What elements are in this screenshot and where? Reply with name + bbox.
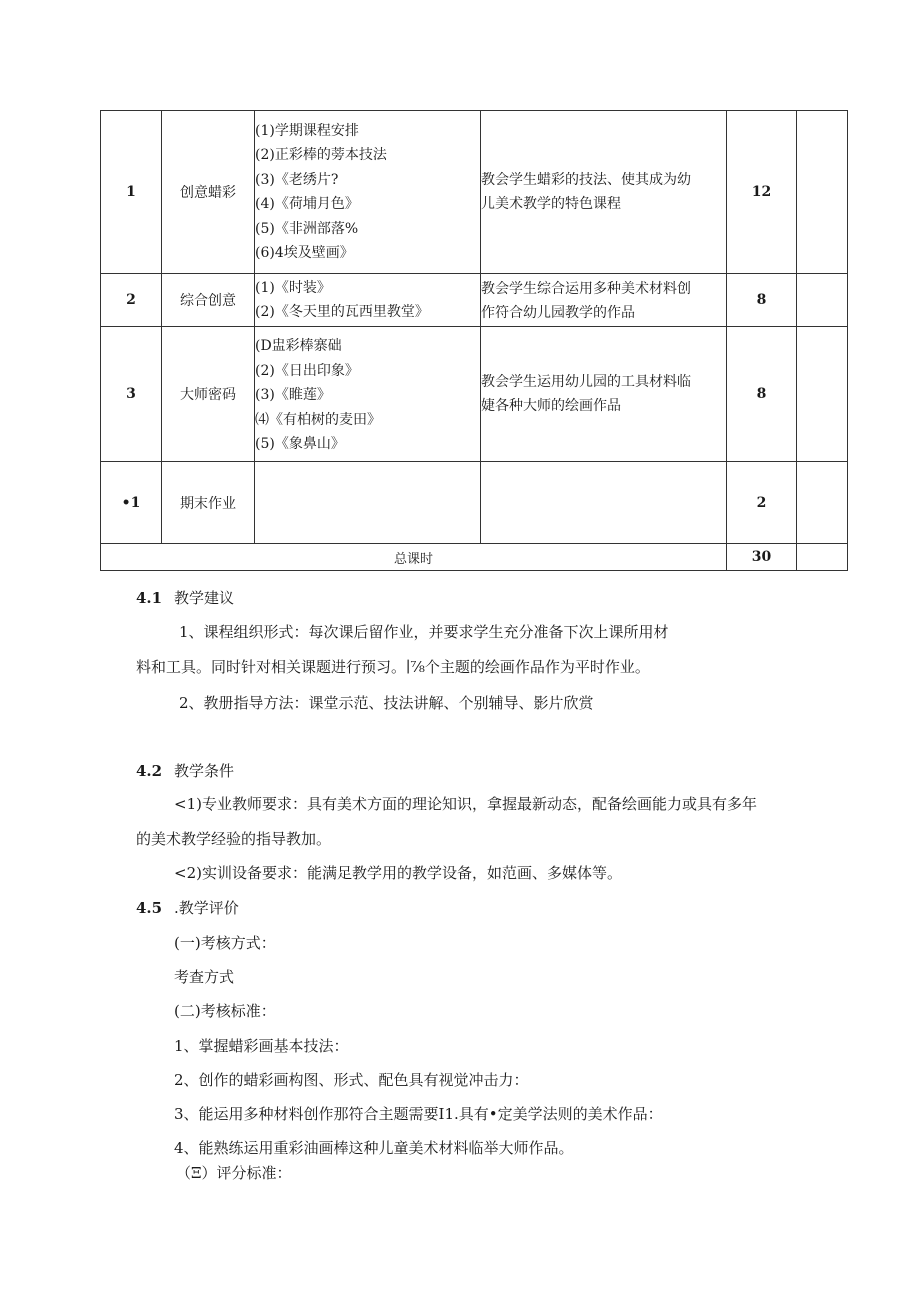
teaching-goal <box>481 274 727 327</box>
paragraph: <2)实训设备要求：能满足教学用的教学设备，如范画、多媒体等。 <box>174 864 622 882</box>
lesson-item: (5)《非洲部落% <box>255 220 359 237</box>
paragraph: 的美术教学经验的指导教加。 <box>136 830 332 848</box>
row-number: 2 <box>101 274 162 327</box>
paragraph: <1)专业教师要求：具有美术方面的理论知识，拿握最新动态，配备绘画能力或具有多年 <box>174 795 757 813</box>
table-total-row <box>101 544 848 571</box>
paragraph: 料和工具。同时针对相关课题进行预习。∣⅞个主题的绘画作品作为平时作业。 <box>136 658 650 676</box>
lesson-list <box>255 111 481 274</box>
module-name: 大师密码 <box>162 327 255 462</box>
goal-line: 儿美术教学的特色课程 <box>481 196 621 212</box>
table-row <box>101 462 848 544</box>
subheading: （Ξ）评分标准： <box>176 1164 292 1182</box>
lesson-list <box>255 462 481 544</box>
empty-cell <box>797 327 848 462</box>
paragraph: 1、课程组织形式：每次课后留作业，并要求学生充分准备下次上课所用材 <box>179 623 669 641</box>
empty-cell <box>797 544 848 571</box>
goal-line: 教会学生运用幼儿园的工具材料临 <box>481 374 691 390</box>
lesson-item: ⑷《有柏树的麦田》 <box>255 411 381 428</box>
lesson-item: (2)《冬天里的瓦西里教堂》 <box>255 304 429 320</box>
empty-cell <box>797 462 848 544</box>
empty-cell <box>797 111 848 274</box>
subheading: (一)考核方式： <box>174 934 276 952</box>
lesson-item: (3)《睢莲》 <box>255 387 331 404</box>
lesson-item: (1)学期课程安排 <box>255 122 359 139</box>
goal-line: 教会学生蜡彩的技法、使其成为幼 <box>481 172 691 188</box>
goal-line: 婕各种大师的绘画作品 <box>481 398 621 414</box>
goal-line: 作符合幼儿园教学的作品 <box>481 304 635 321</box>
goal-line: 教会学生综合运用多种美术材料创 <box>481 280 691 297</box>
lesson-item: (5)《象鼻山》 <box>255 436 345 453</box>
subheading: (二)考核标准： <box>174 1002 276 1020</box>
lesson-item: (D盅彩棒寨础 <box>255 338 342 355</box>
row-number: 1 <box>101 111 162 274</box>
list-item: 2、创作的蜡彩画构图、形式、配色具有视觉冲击力： <box>174 1071 529 1089</box>
class-hours: 2 <box>727 462 797 544</box>
table-row <box>101 327 848 462</box>
teaching-goal <box>481 327 727 462</box>
section-heading-4-5 <box>136 897 239 918</box>
module-name: 综合创意 <box>162 274 255 327</box>
list-item: 4、能熟练运用重彩油画棒这种儿童美术材料临举大师作品。 <box>174 1139 574 1157</box>
section-title: 教学条件 <box>174 762 235 780</box>
section-number: 4.1 <box>136 589 163 607</box>
section-heading-4-1 <box>136 587 234 608</box>
total-hours-value: 30 <box>727 544 797 571</box>
section-heading-4-2 <box>136 760 234 781</box>
list-item: 1、掌握蜡彩画基本技法： <box>174 1037 349 1055</box>
lesson-item: (3)《老绣片? <box>255 171 339 188</box>
total-hours-label: 总课时 <box>101 544 727 571</box>
lesson-item: (4)《荷埔月色》 <box>255 196 359 212</box>
lesson-item: (6)4埃及壁画》 <box>255 245 354 261</box>
section-title: .教学评价 <box>174 899 239 917</box>
lesson-list <box>255 327 481 462</box>
table-row <box>101 111 848 274</box>
empty-cell <box>797 274 848 327</box>
table-row <box>101 274 848 327</box>
row-number: 3 <box>101 327 162 462</box>
course-schedule-table <box>100 110 848 571</box>
row-number: •1 <box>101 462 162 544</box>
lesson-item: (2)正彩棒的蒡本技法 <box>255 147 387 163</box>
paragraph: 考查方式 <box>174 968 235 986</box>
module-name: 创意蜡彩 <box>162 111 255 274</box>
teaching-goal <box>481 111 727 274</box>
paragraph: 2、教册指导方法：课堂示范、技法讲解、个别辅导、影片欣赏 <box>179 694 594 712</box>
class-hours: 8 <box>727 327 797 462</box>
section-number: 4.2 <box>136 762 163 780</box>
class-hours: 12 <box>727 111 797 274</box>
section-title: 教学建议 <box>174 589 235 607</box>
teaching-goal <box>481 462 727 544</box>
lesson-item: (2)《日出印象》 <box>255 362 359 379</box>
list-item: 3、能运用多种材料创作那符合主题需要I1.具有•定美学法则的美术作品： <box>174 1105 663 1123</box>
section-number: 4.5 <box>136 899 163 917</box>
class-hours: 8 <box>727 274 797 327</box>
lesson-item: (1)《时装》 <box>255 279 331 296</box>
lesson-list <box>255 274 481 327</box>
module-name: 期末作业 <box>162 462 255 544</box>
